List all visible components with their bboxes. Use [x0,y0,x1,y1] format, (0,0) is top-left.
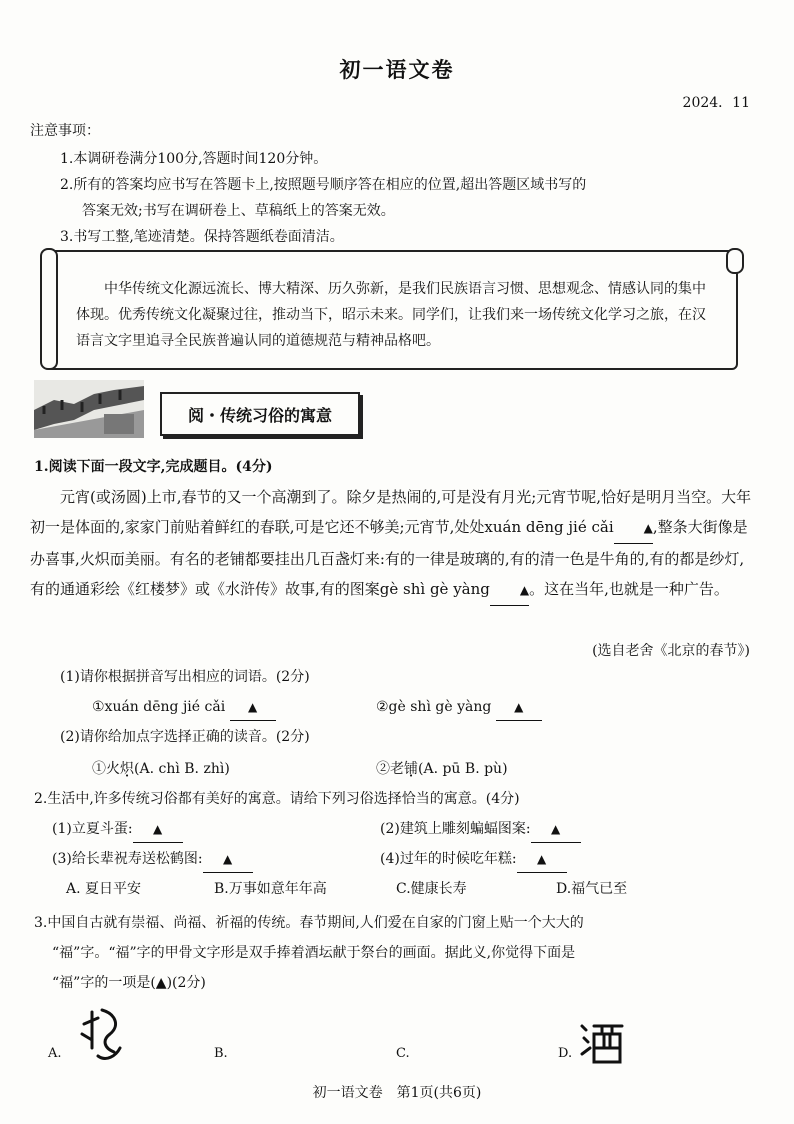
pinyin-prompt: ②gè shì gè yàng [376,699,492,715]
scroll-curl-right [726,248,744,274]
option-prefix: ①火 [92,761,120,777]
q1-sub1-b [376,694,542,721]
oracle-glyph-a [76,1004,126,1066]
note-item: 2.所有的答案均应书写在答题卡上,按照题号顺序答在相应的位置,超出答题区域书写的 [60,177,587,193]
intro-text: 中华传统文化源远流长、博大精深、历久弥新，是我们民族语言习惯、思想观念、情感认同的集中体现。优秀传统文化凝聚过往，推动当下，昭示未来。同学们，让我们来一场传统文化学习之旅，在汉语言文字里追寻全民族普遍认同的道德规范与精神品格吧。 [76,281,706,349]
q2-option: A. 夏日平安 [66,881,142,897]
q2-option: B.万事如意年年高 [214,881,327,897]
dotted-char: 炽 [94,550,110,568]
q3-choice-label: C. [396,1046,410,1061]
option-readings: (A. pū B. pù) [418,761,508,777]
q2-item [380,816,581,843]
answer-blank: ▲ [133,816,183,843]
pinyin-1: xuán dēng jié cǎi [484,518,614,536]
q2-stem: 2.生活中,许多传统习俗都有美好的寓意。请给下列习俗选择恰当的寓意。(4分) [34,791,520,807]
q1-passage [30,482,758,606]
section-banner: 阅・传统习俗的寓意 [160,392,360,436]
note-item: 答案无效;书写在调研卷上、草稿纸上的答案无效。 [82,203,395,219]
passage-part: ,整条大街像是办喜事,火 [30,518,748,568]
q1-sub2: (2)请你给加点字选择正确的读音。(2分) [60,729,310,745]
notes-heading: 注意事项： [30,123,100,139]
q1-sub2-b [376,756,508,782]
answer-blank: ▲ [517,846,567,873]
q3-choice-label: D. [558,1046,573,1061]
pinyin-2: gè shì gè yàng [379,580,490,598]
intro-scroll [46,250,738,370]
q3-stem-text: “福”字的一项是( [52,975,156,991]
answer-blank: ▲ [496,694,542,721]
answer-blank: ▲ [614,513,653,544]
passage-part: 。这在当年,也就是一种广告。 [529,580,729,598]
q1-stem: 1.阅读下面一段文字,完成题目。(4分) [34,459,273,475]
q2-option: D.福气已至 [556,881,628,897]
option-prefix: ②老 [376,761,404,777]
page-footer: 初一语文卷 第1页(共6页) [312,1085,482,1101]
q3-stem: “福”字。“福”字的甲骨文字形是双手捧着酒坛献于祭台的画面。据此义,你觉得下面是 [52,945,576,961]
dotted-char: 铺 [404,761,418,777]
answer-blank: ▲ [490,575,529,606]
q3-choice-label: B. [214,1046,228,1061]
q3-stem: 3.中国自古就有崇福、尚福、祈福的传统。春节期间,人们爱在自家的门窗上贴一个大大的 [34,915,584,931]
passage-part: 元宵(或汤圆)上市,春节的又一个高潮到了。除夕是热闹的,可是没有月光;元宵节呢,恰好是明月当空。大年初一是体面的,家家门前贴着鲜红的春联,可是它还不够美;元宵节,处处 [30,488,752,536]
exam-date: 2024．11 [682,95,750,111]
passage-part: 都要挂出几百盏灯来:有的一律是玻璃的,有的清一色是牛角的,有的都是纱灯,有的通通彩绘《红楼梦》或《水浒传》故事,有的图案 [30,550,745,598]
q2-item-text: (4)过年的时候吃年糕: [380,851,517,867]
q2-item-text: (2)建筑上雕刻蝙蝠图案: [380,821,531,837]
answer-blank: ▲ [230,694,276,721]
q2-option: C.健康长寿 [396,881,467,897]
answer-blank: ▲ [531,816,581,843]
q3-stem-text: )(2分) [166,975,206,991]
passage-source: (选自老舍《北京的春节》) [592,643,750,659]
q1-sub1-a [92,694,276,721]
dotted-char: 铺 [229,550,245,568]
q2-item [52,816,183,843]
q1-sub2-a [92,756,230,782]
oracle-glyph-d [578,1018,628,1068]
pinyin-prompt: ①xuán dēng jié cǎi [92,699,226,715]
q3-stem [52,970,206,996]
passage-part: 而美丽。有名的老 [109,550,230,568]
exam-title: 初一语文卷 [339,57,455,82]
note-item: 1.本调研卷满分100分,答题时间120分钟。 [60,151,328,167]
dotted-char: 炽 [120,761,134,777]
q1-sub1: (1)请你根据拼音写出相应的词语。(2分) [60,669,310,685]
q2-item-text: (3)给长辈祝寿送松鹤图: [52,851,203,867]
answer-mark: ▲ [155,975,167,991]
great-wall-image [34,380,144,438]
scroll-curl-left [40,248,58,370]
option-readings: (A. chì B. zhì) [134,761,230,777]
q2-item [52,846,253,873]
q2-item [380,846,567,873]
q2-item-text: (1)立夏斗蛋: [52,821,133,837]
answer-blank: ▲ [203,846,253,873]
q3-choice-label: A. [48,1046,62,1061]
note-item: 3.书写工整,笔迹清楚。保持答题纸卷面清洁。 [60,229,344,245]
